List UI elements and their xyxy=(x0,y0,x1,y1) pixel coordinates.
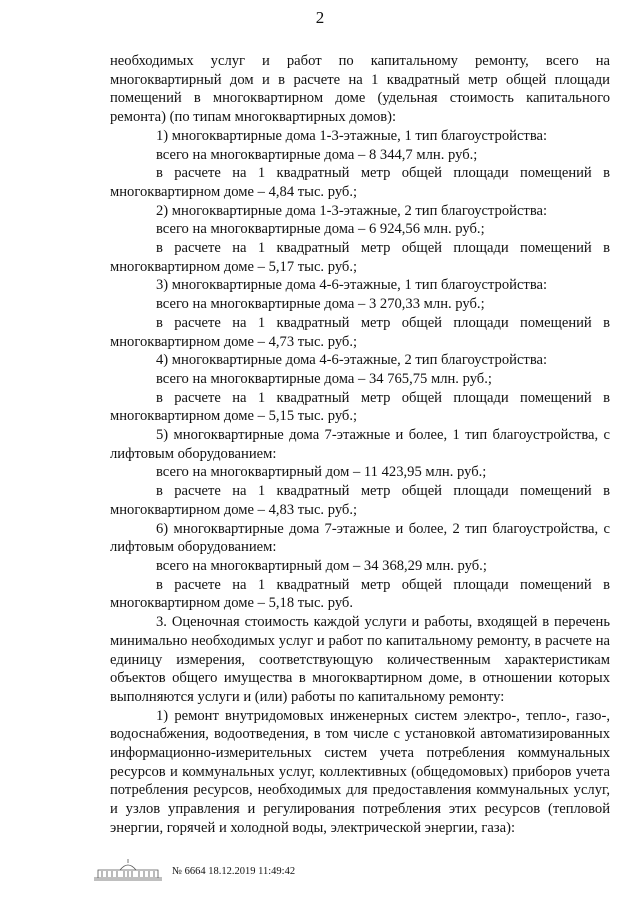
paragraph: в расчете на 1 квадратный метр общей площади помещений в многоквартирном доме – 5,17 тыс. руб.; xyxy=(110,240,610,275)
paragraph: 6) многоквартирные дома 7-этажные и более, 2 тип благоустройства, с лифтовым оборудованием: xyxy=(110,520,610,556)
building-emblem-icon xyxy=(92,858,164,882)
paragraph: всего на многоквартирный дом – 11 423,95 млн. руб.; xyxy=(156,464,487,481)
paragraph: 3. Оценочная стоимость каждой услуги и работы, входящей в перечень минимально необходимых услуг и работ по капитальному ремонту, в расчете на единицу измерения, соответствующую количественным характеристикам объектов общего имущества в многоквартирном доме, в отношении которых выполняются услуги и (или) работы по капитальному ремонту: xyxy=(110,614,610,705)
document-registration-stamp: № 6664 18.12.2019 11:49:42 xyxy=(172,866,296,877)
paragraph: в расчете на 1 квадратный метр общей площади помещений в многоквартирном доме – 4,84 тыс. руб.; xyxy=(110,165,610,200)
paragraph: в расчете на 1 квадратный метр общей площади помещений в многоквартирном доме – 4,83 тыс. руб.; xyxy=(110,483,610,518)
paragraph: 5) многоквартирные дома 7-этажные и более, 1 тип благоустройства, с лифтовым оборудованием: xyxy=(110,427,610,462)
paragraph: 1) ремонт внутридомовых инженерных систем электро-, тепло-, газо-, водоснабжения, водоотведения, в том числе с установкой автоматизированных информационно-измерительных систем учета потребления коммунальных ресурсов и коммунальных услуг, коллективных (общедомовых) приборов учета потребления ресурсов, необходимых для предоставления коммунальных услуг, и узлов управления и регулирования потребления этих ресурсов (тепловой энергии, горячей и холодной воды, электрической энергии, газа): xyxy=(110,707,610,836)
paragraph: 2) многоквартирные дома 1-3-этажные, 2 тип благоустройства: xyxy=(156,202,548,219)
paragraph: всего на многоквартирные дома – 34 765,75 млн. руб.; xyxy=(156,370,492,387)
paragraph: в расчете на 1 квадратный метр общей площади помещений в многоквартирном доме – 4,73 тыс. руб.; xyxy=(110,314,610,350)
page-number: 2 xyxy=(315,8,325,27)
paragraph: необходимых услуг и работ по капитальному ремонту, всего на многоквартирный дом и в расчете на 1 квадратный метр общей площади помещений в многоквартирном доме (удельная стоимость капитального ремонта) (по типам многоквартирных домов): xyxy=(110,53,610,126)
paragraph: всего на многоквартирные дома – 6 924,56 млн. руб.; xyxy=(156,221,485,238)
paragraph: всего на многоквартирные дома – 8 344,7 млн. руб.; xyxy=(156,146,478,163)
body-text xyxy=(110,52,610,838)
paragraph: всего на многоквартирные дома – 3 270,33 млн. руб.; xyxy=(156,296,485,313)
paragraph: 1) многоквартирные дома 1-3-этажные, 1 тип благоустройства: xyxy=(156,127,548,144)
paragraph: в расчете на 1 квадратный метр общей площади помещений в многоквартирном доме – 5,15 тыс. руб.; xyxy=(110,389,610,425)
paragraph: в расчете на 1 квадратный метр общей площади помещений в многоквартирном доме – 5,18 тыс. руб. xyxy=(110,576,610,612)
paragraph: 4) многоквартирные дома 4-6-этажные, 2 тип благоустройства: xyxy=(156,352,548,369)
paragraph: 3) многоквартирные дома 4-6-этажные, 1 тип благоустройства: xyxy=(156,277,548,294)
paragraph: всего на многоквартирный дом – 34 368,29 млн. руб.; xyxy=(156,557,487,574)
footer xyxy=(92,858,572,882)
